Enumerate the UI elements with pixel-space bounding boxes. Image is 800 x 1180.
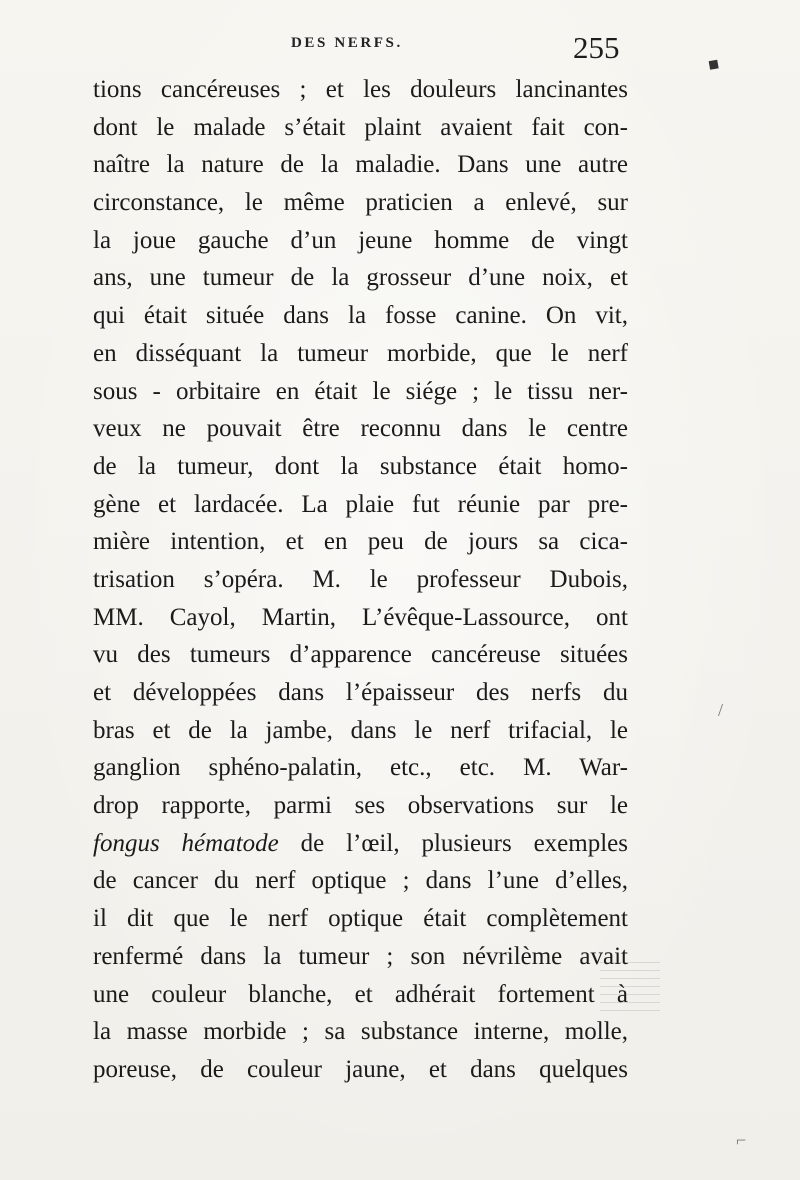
italic-term: fongus hématode [93, 829, 279, 857]
margin-mark: / [718, 700, 724, 720]
text-line: naître la nature de la maladie. Dans une autre [93, 151, 628, 179]
text-line: de cancer du nerf optique ; dans l’une d’elles, [93, 867, 628, 895]
page-header [0, 30, 800, 75]
text-line: drop rapporte, parmi ses observations sur le [93, 792, 628, 820]
text-line: circonstance, le même praticien a enlevé, sur [93, 189, 628, 217]
text-line: ans, une tumeur de la grosseur d’une noix, et [93, 264, 628, 292]
text-line: il dit que le nerf optique était complètement [93, 905, 628, 933]
margin-mark: ⌐ [736, 1130, 747, 1150]
text-line: et développées dans l’épaisseur des nerfs du [93, 679, 628, 706]
text-line: veux ne pouvait être reconnu dans le centre [93, 415, 628, 443]
text-line: une couleur blanche, et adhérait fortement à [93, 980, 628, 1008]
text-line: de la tumeur, dont la substance était homo- [93, 452, 628, 480]
text-line: sous - orbitaire en était le siége ; le tissu ner- [93, 377, 628, 405]
running-head: DES NERFS. [291, 35, 403, 51]
body-text [93, 71, 628, 1089]
text-line: la masse morbide ; sa substance interne, molle, [93, 1018, 628, 1046]
bleed-through-text [600, 962, 660, 1012]
text-line: poreuse, de couleur jaune, et dans quelques [93, 1055, 628, 1083]
text-line: la joue gauche d’un jeune homme de vingt [93, 226, 628, 254]
text-line: gène et lardacée. La plaie fut réunie par pre- [93, 490, 628, 518]
text-line: en disséquant la tumeur morbide, que le nerf [93, 339, 628, 367]
line-continuation: de l’œil, plusieurs exemples [278, 829, 628, 857]
text-line: mière intention, et en peu de jours sa cica- [93, 528, 628, 556]
corner-stain-mark: ◆ [703, 53, 724, 75]
text-line: ganglion sphéno-palatin, etc., etc. M. War- [93, 754, 628, 782]
text-line: trisation s’opéra. M. le professeur Dubois, [93, 565, 628, 593]
text-line-italic [93, 825, 628, 863]
text-line: vu des tumeurs d’apparence cancéreuse situées [93, 641, 628, 669]
text-line: tions cancéreuses ; et les douleurs lancinantes [93, 76, 628, 103]
text-line: bras et de la jambe, dans le nerf trifacial, le [93, 716, 628, 744]
text-line: renfermé dans la tumeur ; son névrilème avait [93, 942, 628, 970]
text-line: dont le malade s’était plaint avaient fait con- [93, 113, 628, 141]
text-line: qui était située dans la fosse canine. On vit, [93, 302, 628, 330]
page-number: 255 [573, 30, 620, 65]
text-line: MM. Cayol, Martin, L’évêque-Lassource, ont [93, 603, 628, 631]
